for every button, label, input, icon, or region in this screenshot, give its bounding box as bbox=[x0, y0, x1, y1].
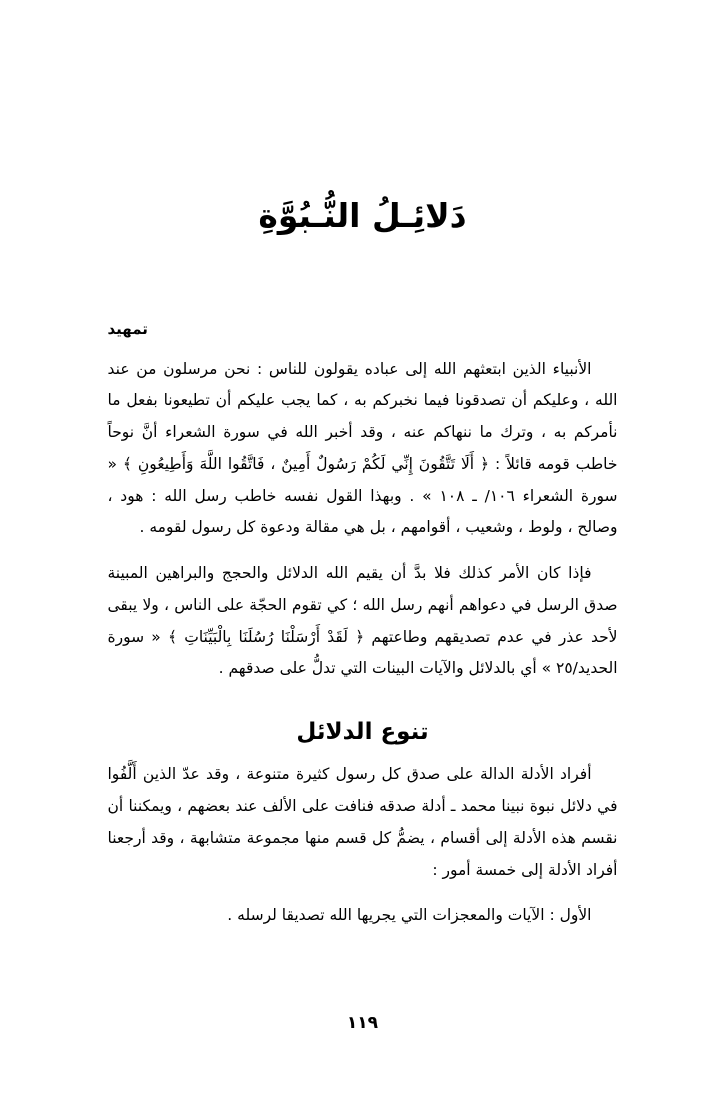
section-paragraph-1-text: أفراد الأدلة الدالة على صدق كل رسول كثيرة متنوعة ، وقد عدّ الذين أَلَّفُوا في دلائل نبوة نبينا محمد ـ أدلة صدقه فنافت على الألف عند بعضهم ، ويمكننا أن نقسم هذه الأدلة إلى أقسام ، يضمُّ كل قسم منها مجموعة متشابهة ، وقد أرجعنا أفراد الأدلة إلى خمسة أمور : bbox=[107, 765, 618, 879]
page-title: دَلائِـلُ النُّـبُوَّةِ bbox=[258, 196, 467, 235]
paragraph-2-text: فإذا كان الأمر كذلك فلا بدَّ أن يقيم الله الدلائل والحجج والبراهين المبينة صدق الرسل في دعواهم أنهم رسل الله ؛ كي تقوم الحجّة على الناس ، ولا يبقى لأحد عذر في عدم تصديقهم وطاعتهم ﴿ لَقَدْ أَرْسَلْنَا رُسُلَنَا بِالْبَيِّنَاتِ ﴾ « سورة الحديد/٢٥ » أي بالدلائل والآيات البينات التي تدلُّ على صدقهم . bbox=[107, 564, 618, 678]
section-paragraph-1 bbox=[108, 759, 618, 886]
paragraph-1-text: الأنبياء الذين ابتعثهم الله إلى عباده يقولون للناس : نحن مرسلون من عند الله ، وعليكم أن تصدقونا فيما نخبركم به ، كما يجب عليكم أن تطيعونا بفعل ما نأمركم به ، وترك ما ننهاكم عنه ، وقد أخبر الله في سورة الشعراء أنَّ نوحاً خاطب قومه قائلاً : ﴿ أَلَا تَتَّقُونَ إِنِّي لَكُمْ رَسُولٌ أَمِينٌ ، فَاتَّقُوا اللَّهَ وَأَطِيعُونِ ﴾ « سورة الشعراء ١٠٦/ ـ ١٠٨ » . وبهذا القول نفسه خاطب رسل الله : هود ، وصالح ، ولوط ، وشعيب ، أقوامهم ، بل هي مقالة ودعوة كل رسول لقومه . bbox=[107, 359, 618, 537]
preface-label: تمهيد bbox=[107, 319, 148, 338]
section-heading: تنوع الدلائل bbox=[296, 719, 429, 746]
page-number: ١١٩ bbox=[346, 1013, 379, 1033]
page-body bbox=[108, 320, 618, 932]
section-paragraph-2-text: الأول : الآيات والمعجزات التي يجريها الله تصديقا لرسله . bbox=[227, 906, 592, 925]
paragraph-1 bbox=[108, 354, 618, 545]
section-paragraph-2 bbox=[108, 900, 618, 932]
paragraph-2 bbox=[108, 558, 618, 685]
